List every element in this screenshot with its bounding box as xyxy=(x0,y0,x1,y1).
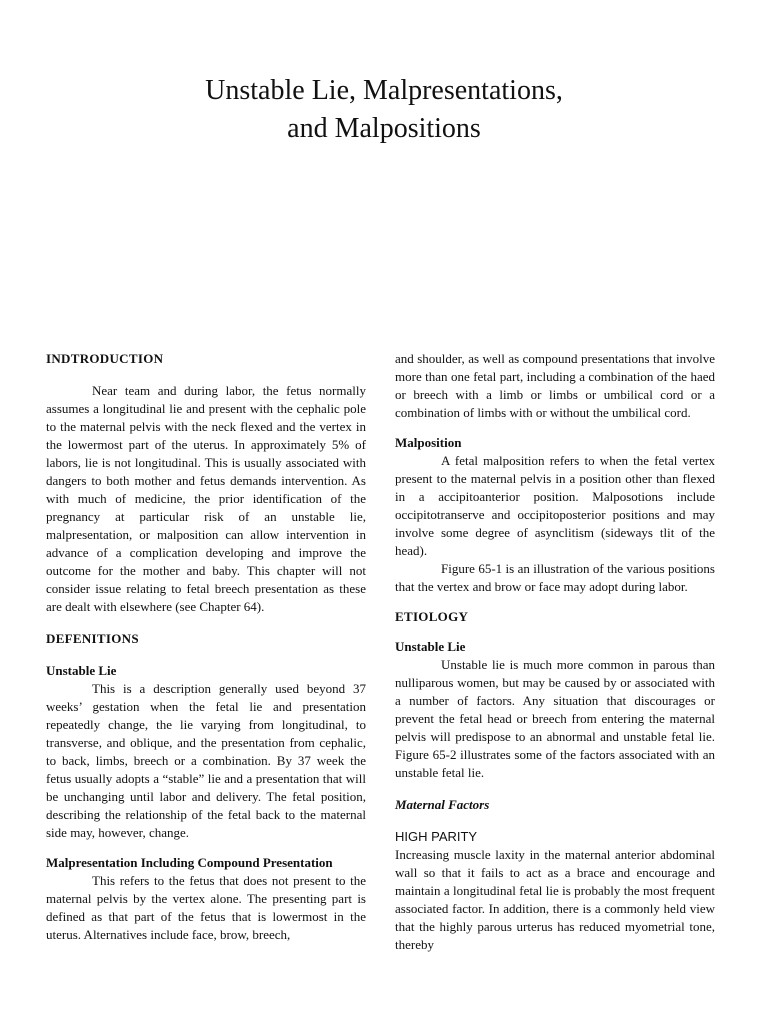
malpresentation-continued: and shoulder, as well as compound presentations that involve more than one fetal part, including a combination of the haed or breech with a limb or limbs or umbilical cord or a combination of limbs with or without the umbilical cord. xyxy=(395,351,715,420)
etiology-unstable-lie-paragraph: Unstable lie is much more common in parous than nulliparous women, but may be caused by or associated with a number of factors. Any situation that discourages or prevent the fetal head or breech from entering the maternal pelvis will predispose to an abnormal and unstable fetal lie. Figure 65-2 illustrates some of the factors associated with an unstable fetal lie. xyxy=(395,657,715,780)
high-parity-heading: HIGH PARITY xyxy=(395,829,478,844)
right-column xyxy=(395,350,715,954)
introduction-heading: INDTRODUCTION xyxy=(46,351,164,366)
introduction-paragraph: Near team and during labor, the fetus normally assumes a longitudinal lie and present with the cephalic pole to the maternal pelvis with the neck flexed and the vertex in the lowermost part of the uterus. In approximately 5% of labors, lie is not longitudinal. This is usually associated with dangers to both mother and fetus demands intervention. As with much of medicine, the prior identification of the pregnancy at particular risk of an unstable lie, malpresentation, or malposition can allow intervention in advance of a complication developing and improve the outcome for the mother and baby. This chapter will not consider issue relating to fetal breech presentation as these are dealt with elsewhere (see Chapter 64). xyxy=(46,383,366,614)
unstable-lie-paragraph: This is a description generally used beyond 37 weeks’ gestation when the fetal lie and presentation repeatedly change, the lie varying from longitudinal, to transverse, and oblique, and the presentation from cephalic, to back, limbs, breech or a combination. By 37 week the fetus usually adopts a “stable” lie and a presentation that will be unchanging until labor and delivery. The fetal position, describing the relationship of the fetal back to the maternal side may, however, change. xyxy=(46,681,366,840)
etiology-unstable-lie-heading: Unstable Lie xyxy=(395,639,466,654)
title-line-1: Unstable Lie, Malpresentations, xyxy=(205,75,563,106)
unstable-lie-heading: Unstable Lie xyxy=(46,663,117,678)
malpresentation-heading: Malpresentation Including Compound Presentation xyxy=(46,855,333,870)
left-column xyxy=(46,350,366,944)
figure-reference-paragraph: Figure 65-1 is an illustration of the various positions that the vertex and brow or face may adopt during labor. xyxy=(395,561,715,594)
maternal-factors-heading: Maternal Factors xyxy=(395,797,490,812)
definitions-heading: DEFENITIONS xyxy=(46,631,139,646)
etiology-heading: ETIOLOGY xyxy=(395,609,469,624)
high-parity-paragraph: Increasing muscle laxity in the maternal anterior abdominal wall so that it fails to act as a brace and encourage and maintain a longitudinal fetal lie is probably the most frequent associated factor. In addition, there is a commonly held view that the highly parous urterus has reduced myometrial tone, thereby xyxy=(395,847,715,952)
document-title xyxy=(0,72,768,148)
malposition-heading: Malposition xyxy=(395,435,462,450)
malposition-paragraph: A fetal malposition refers to when the fetal vertex present to the maternal pelvis in a position other than flexed in a accipitoanterior position. Malposotions include occipitotranserve and occipitoposterior positions and may involve some degree of asynclitism (sideways tlit of the head). xyxy=(395,453,715,558)
title-line-2: and Malpositions xyxy=(287,113,481,144)
malpresentation-paragraph: This refers to the fetus that does not present to the maternal pelvis by the vertex alone. The presenting part is defined as that part of the fetus that is lowermost in the uterus. Alternatives include face, brow, breech, xyxy=(46,873,366,942)
